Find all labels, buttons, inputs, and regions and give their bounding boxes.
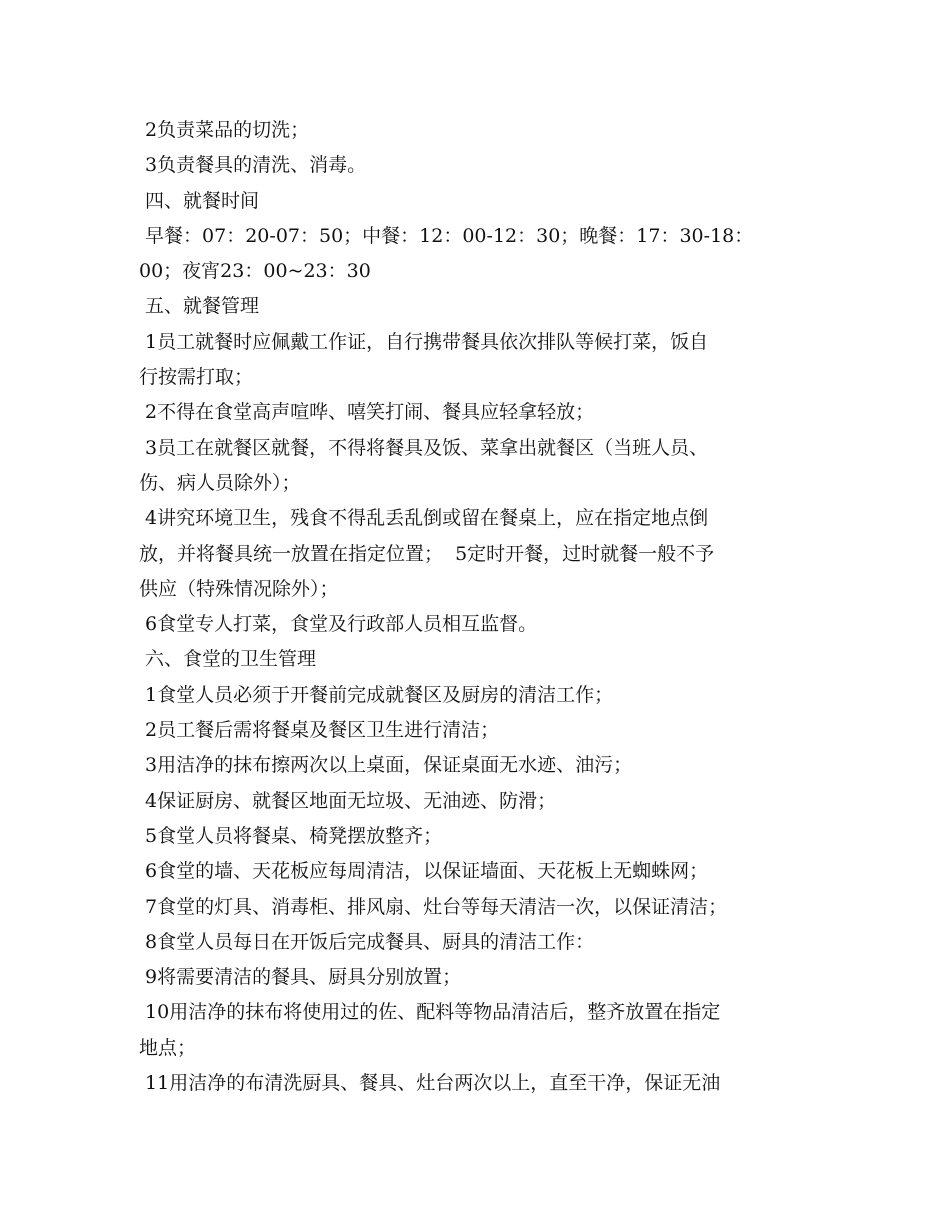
text-line: 1食堂人员必须于开餐前完成就餐区及厨房的清洁工作；	[139, 683, 614, 706]
text-line: 1员工就餐时应佩戴工作证，自行携带餐具依次排队等候打菜，饭自	[139, 330, 709, 353]
text-line: 4讲究环境卫生，残食不得乱丢乱倒或留在餐桌上，应在指定地点倒	[139, 507, 709, 530]
text-line: 10用洁净的抹布将使用过的佐、配料等物品清洁后，整齐放置在指定	[139, 1001, 721, 1024]
text-line: 伤、病人员除外）；	[139, 471, 301, 494]
text-line: 4保证厨房、就餐区地面无垃圾、无油迹、防滑；	[139, 789, 557, 812]
text-line: 行按需打取；	[139, 366, 254, 389]
text-line: 四、就餐时间	[139, 189, 260, 212]
text-line: 3负责餐具的清洗、消毒。	[139, 154, 367, 177]
text-line: 早餐：07：20-07：50；中餐：12：00-12：30；晚餐：17：30-18：	[139, 224, 754, 247]
text-line: 11用洁净的布清洗厨具、餐具、灶台两次以上，直至干净，保证无油	[139, 1072, 721, 1095]
text-line: 五、就餐管理	[139, 295, 260, 318]
text-line: 9将需要清洁的餐具、厨具分别放置；	[139, 966, 462, 989]
text-line: 5食堂人员将餐桌、椅凳摆放整齐；	[139, 824, 443, 847]
text-line: 2负责菜品的切洗；	[139, 119, 310, 141]
text-line: 2不得在食堂高声喧哗、嘻笑打闹、餐具应轻拿轻放；	[139, 401, 595, 424]
text-line: 地点；	[139, 1036, 197, 1059]
text-line: 6食堂专人打菜，食堂及行政部人员相互监督。	[139, 613, 538, 636]
text-line: 3员工在就餐区就餐，不得将餐具及饭、菜拿出就餐区（当班人员、	[139, 436, 709, 459]
document-body	[139, 113, 829, 1101]
text-line: 8食堂人员每日在开饭后完成餐具、厨具的清洁工作：	[139, 930, 595, 953]
text-line: 2员工餐后需将餐桌及餐区卫生进行清洁；	[139, 719, 500, 742]
text-line: 7食堂的灯具、消毒柜、排风扇、灶台等每天清洁一次，以保证清洁；	[139, 895, 728, 918]
text-line: 3用洁净的抹布擦两次以上桌面，保证桌面无水迹、油污；	[139, 754, 633, 777]
text-line: 6食堂的墙、天花板应每周清洁，以保证墙面、天花板上无蜘蛛网；	[139, 860, 709, 883]
text-line: 放，并将餐具统一放置在指定位置； 5定时开餐，过时就餐一般不予	[139, 542, 715, 565]
text-line: 00；夜宵23：00~23：30	[139, 260, 371, 283]
text-line: 供应（特殊情况除外）；	[139, 577, 339, 600]
text-line: 六、食堂的卫生管理	[139, 648, 317, 671]
